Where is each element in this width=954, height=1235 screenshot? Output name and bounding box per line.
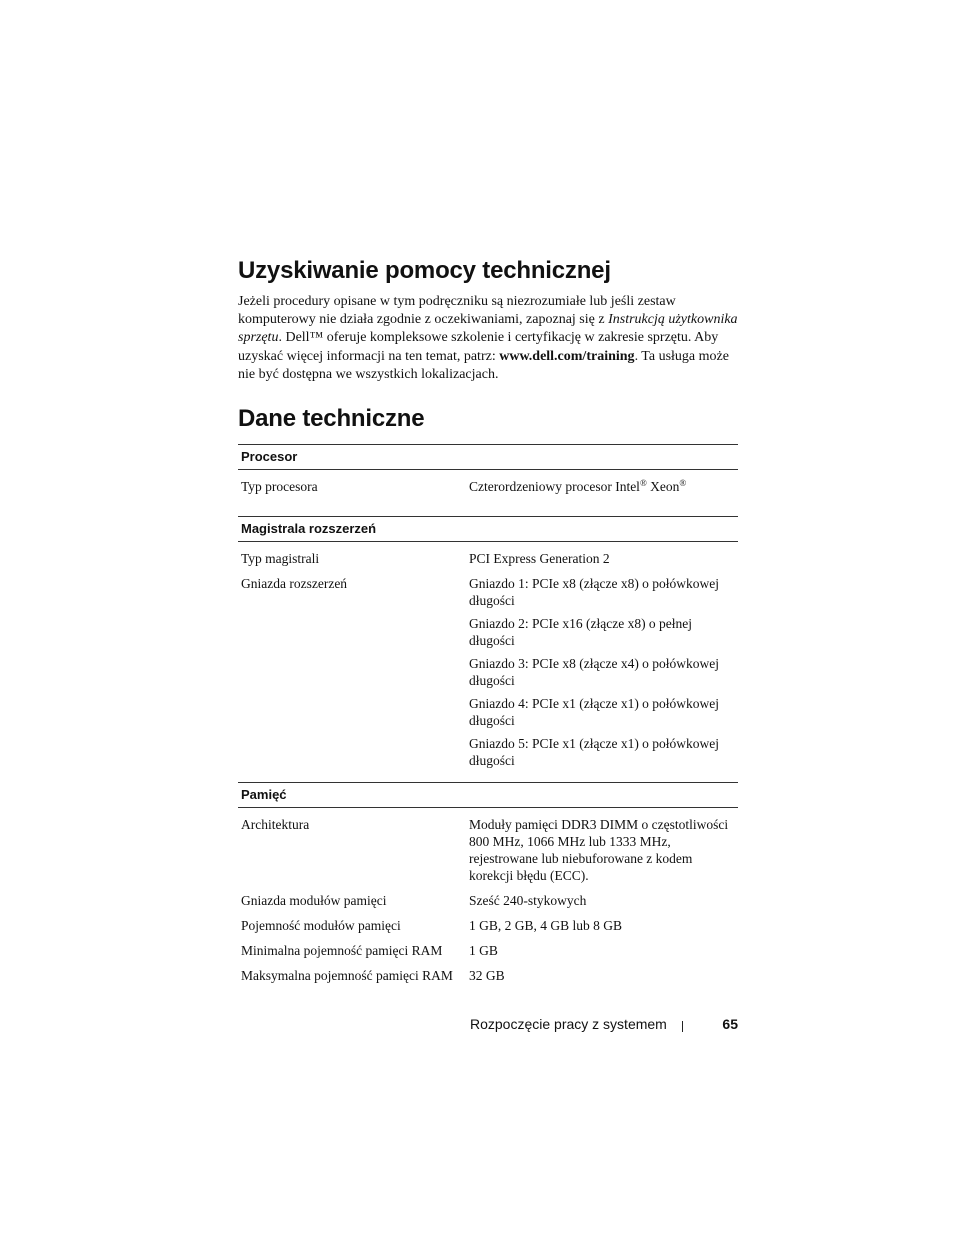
row-label: Typ magistrali <box>241 551 320 567</box>
row-label: Minimalna pojemność pamięci RAM <box>241 943 443 959</box>
cpu-text-1: Czterordzeniowy procesor Intel <box>469 479 640 495</box>
cpu-text-2: Xeon <box>646 479 680 495</box>
heading-help: Uzyskiwanie pomocy technicznej <box>238 257 611 284</box>
intro-italic-title: Instrukcją użytkownika sprzętu <box>238 312 738 346</box>
table-row <box>238 542 738 567</box>
slot-2: Gniazdo 2: PCIe x16 (złącze x8) o pełnej długości <box>469 616 693 649</box>
intro-text-1: Jeżeli procedury opisane w tym podręczniku są niezrozumiałe lub jeśli zestaw komputerowy nie działa zgodnie z oczekiwaniami, zapoznaj się z <box>238 294 676 328</box>
spec-table <box>238 444 738 984</box>
intro-text-3: . Ta usługa może nie być dostępna we wszystkich lokalizacjach. <box>238 348 729 382</box>
slot-1: Gniazdo 1: PCIe x8 (złącze x8) o połówkowej długości <box>469 576 720 609</box>
row-label: Pojemność modułów pamięci <box>241 918 401 934</box>
row-value <box>466 575 738 769</box>
training-link[interactable]: www.dell.com/training <box>499 348 635 364</box>
section-head-bus: Magistrala rozszerzeń <box>238 516 738 542</box>
row-value: Sześć 240-stykowych <box>469 893 587 909</box>
row-label: Gniazda rozszerzeń <box>241 576 348 592</box>
table-row <box>238 934 738 959</box>
slot-3: Gniazdo 3: PCIe x8 (złącze x4) o połówkowej długości <box>469 656 720 689</box>
registered-mark: ® <box>679 478 687 489</box>
section-head-processor: Procesor <box>238 444 738 470</box>
row-value: 32 GB <box>469 968 505 984</box>
row-value: PCI Express Generation 2 <box>469 551 610 567</box>
table-row <box>238 808 738 884</box>
footer-title: Rozpoczęcie pracy z systemem <box>470 1016 667 1032</box>
table-row <box>238 884 738 909</box>
intro-text-2: . Dell™ oferuje kompleksowe szkolenie i certyfikację w zakresie sprzętu. Aby uzyskać więcej informacji na ten temat, patrz: <box>238 330 719 364</box>
row-value: 1 GB, 2 GB, 4 GB lub 8 GB <box>469 918 623 934</box>
row-value: 1 GB <box>469 943 498 959</box>
page-number: 65 <box>722 1016 738 1032</box>
row-value: Moduły pamięci DDR3 DIMM o częstotliwości 800 MHz, 1066 MHz lub 1333 MHz, rejestrowane lub niebuforowane z kodem korekcji błędu (ECC). <box>469 817 729 884</box>
page-content <box>238 255 738 984</box>
table-row <box>238 567 738 769</box>
table-row <box>238 959 738 984</box>
section-head-memory: Pamięć <box>238 782 738 808</box>
table-row <box>238 909 738 934</box>
heading-specs: Dane techniczne <box>238 405 425 433</box>
footer-separator <box>682 1021 683 1032</box>
row-label: Architektura <box>241 817 310 833</box>
slot-5: Gniazdo 5: PCIe x1 (złącze x1) o połówkowej długości <box>469 736 720 769</box>
row-label: Gniazda modułów pamięci <box>241 893 387 909</box>
row-label: Typ procesora <box>241 479 318 495</box>
table-row <box>238 470 738 495</box>
row-label: Maksymalna pojemność pamięci RAM <box>241 968 453 984</box>
registered-mark: ® <box>639 478 647 489</box>
page-footer <box>470 1015 738 1033</box>
row-value <box>466 478 738 495</box>
intro-paragraph <box>238 293 738 384</box>
slot-4: Gniazdo 4: PCIe x1 (złącze x1) o połówkowej długości <box>469 696 720 729</box>
